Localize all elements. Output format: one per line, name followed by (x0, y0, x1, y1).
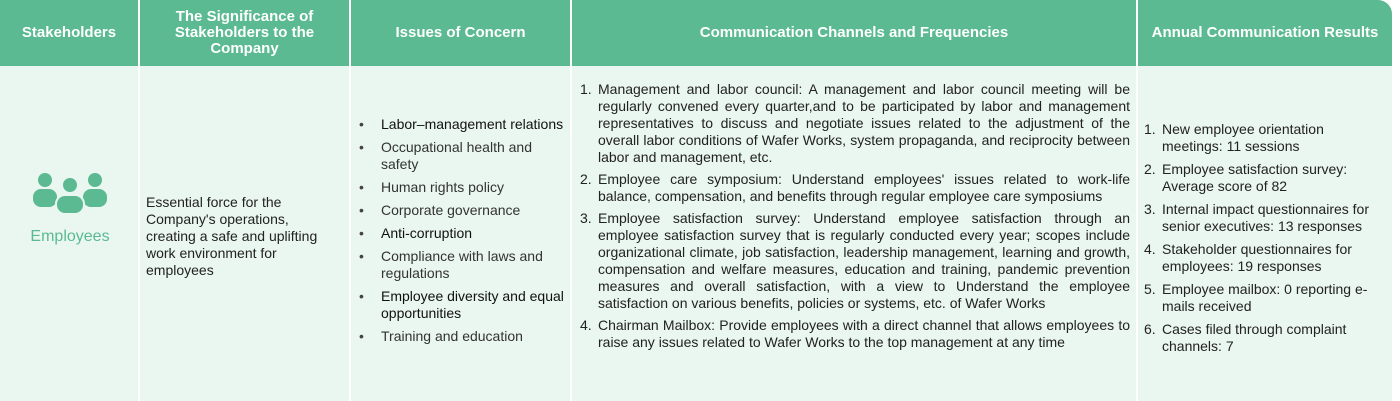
item-number: 6. (1144, 321, 1156, 337)
results-cell (1138, 66, 1392, 401)
item-text: Employee care symposium: Understand employees' issues related to work-life balance, compensation, and benefits through regular employee care symposiums (598, 171, 1130, 204)
header-significance: The Significance of Stakeholders to the Company (140, 0, 351, 66)
item-number: 1. (580, 81, 592, 97)
item-number: 2. (580, 171, 592, 187)
employees-block (0, 172, 140, 246)
item-text: Chairman Mailbox: Provide employees with a direct channel that allows employees to raise any issues related to Wafer Works to the top management at any time (598, 317, 1130, 350)
item-number: 4. (1144, 241, 1156, 257)
list-item (1144, 201, 1386, 235)
list-item: • Anti-corruption (359, 225, 571, 242)
issues-cell (351, 66, 572, 401)
list-item (1144, 281, 1386, 315)
item-number: 1. (1144, 121, 1156, 137)
table-header (0, 0, 1392, 66)
stakeholder-label: Employees (30, 228, 110, 245)
list-item (1144, 161, 1386, 195)
employees-group-icon (30, 172, 110, 214)
table-row (0, 66, 1392, 401)
list-item: • Employee diversity and equal opportunities (359, 288, 571, 322)
item-text: Employee satisfaction survey: Understand employee satisfaction through an employee satisfaction survey that is regularly conducted every year; scopes include organizational climate, job satisfaction, leadership management, learning and growth, compensation and welfare measures, education and training, pandemic prevention measures and overall satisfaction, with a view to Understand the employee satisfaction on various benefits, policies or systems, etc. of Wafer Works (598, 210, 1130, 311)
results-list (1144, 121, 1386, 361)
channels-cell (572, 66, 1138, 401)
header-channels: Communication Channels and Frequencies (572, 0, 1138, 66)
list-item (580, 81, 1130, 166)
item-text: Cases filed through complaint channels: 7 (1162, 321, 1347, 354)
header-stakeholders: Stakeholders (0, 0, 140, 66)
list-item: • Corporate governance (359, 202, 571, 219)
header-results: Annual Communication Results (1138, 0, 1392, 66)
significance-text: Essential force for the Company's operations, creating a safe and uplifting work environment for employees (146, 194, 318, 278)
item-number: 4. (580, 317, 592, 333)
item-text: Employee satisfaction survey: Average score of 82 (1162, 161, 1348, 194)
item-text: Stakeholder questionnaires for employees: 19 responses (1162, 241, 1352, 274)
list-item (580, 171, 1130, 205)
list-item: • Occupational health and safety (359, 139, 571, 173)
list-item (1144, 241, 1386, 275)
list-item (1144, 121, 1386, 155)
item-text: Management and labor council: A management and labor council meeting will be regularly convened every quarter,and to be participated by labor and management representatives to discuss and negotiate issues related to the adjustment of the overall labor conditions of Wafer Works, system propaganda, and reciprocity between labor and management, etc. (598, 81, 1130, 165)
channels-list (580, 81, 1130, 356)
item-number: 2. (1144, 161, 1156, 177)
list-item: • Human rights policy (359, 179, 571, 196)
issues-list (359, 116, 571, 351)
list-item (580, 210, 1130, 312)
item-number: 5. (1144, 281, 1156, 297)
item-number: 3. (1144, 201, 1156, 217)
stakeholder-cell (0, 66, 140, 401)
item-number: 3. (580, 210, 592, 226)
list-item: • Compliance with laws and regulations (359, 248, 571, 282)
list-item: • Labor–management relations (359, 116, 571, 133)
item-text: Internal impact questionnaires for senior executives: 13 responses (1162, 201, 1369, 234)
header-issues: Issues of Concern (351, 0, 572, 66)
list-item (580, 317, 1130, 351)
list-item: • Training and education (359, 328, 571, 345)
item-text: Employee mailbox: 0 reporting e-mails received (1162, 281, 1368, 314)
list-item (1144, 321, 1386, 355)
item-text: New employee orientation meetings: 11 sessions (1162, 121, 1324, 154)
significance-cell (140, 66, 351, 401)
